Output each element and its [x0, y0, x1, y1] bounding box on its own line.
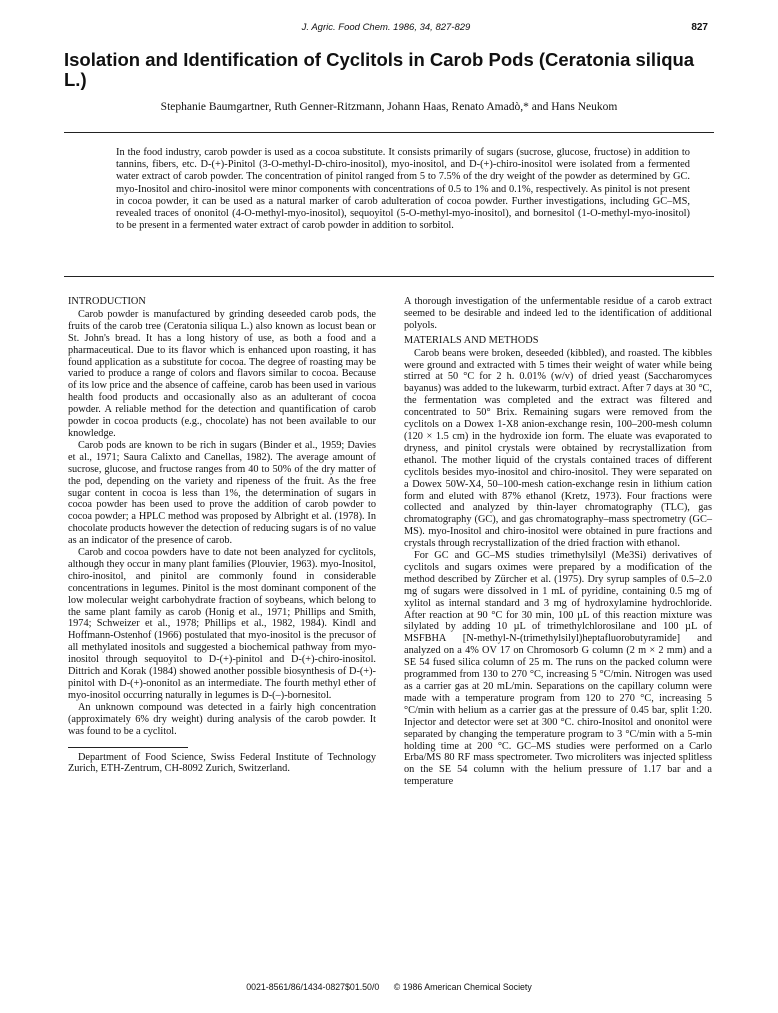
- abstract-text: In the food industry, carob powder is used as a cocoa substitute. It consists primarily of sugars (sucrose, glucose, fructose) in addition to tannins, fibers, etc. D-(+)-Pinitol (3-O-methyl-D-chiro-inositol), myo-inositol, and D-(+)-chiro-inositol were isolated from a fermented water extract of carob powder. The concentration of pinitol ranged from 5 to 7.5% of the dry weight of the powder as determined by GC. myo-Inositol and chiro-inositol were minor components with concentrations of 0.5 to 1% and 0.1%, respectively. As pinitol is not present in cocoa powder, it can be used as a natural marker of carob adulteration of cocoa powder. Further investigations, including GC–MS, revealed traces of ononitol (4-O-methyl-myo-inositol), sequoyitol (5-O-methyl-myo-inositol), and bornesitol (1-O-methyl-myo-inositol) to be present in a fermented water extract of carob powder in addition to sorbitol.: [116, 147, 690, 232]
- methods-paragraph-1: Carob beans were broken, deseeded (kibbled), and roasted. The kibbles were ground and extracted with 5 times their weight of water while being stirred at 50 °C for 2 h. 0.01% (w/v) of dried yeast (Saccharomyces bayanus) was added to the lukewarm, turbid extract. After 7 days at 30 °C, the fermentation was completed and the extract was filtered and concentrated to 50° Brix. Remaining sugars were removed from the cyclitols on a Dowex 1-X8 anion-exchange resin, 100–200-mesh column (120 × 1.5 cm) in the hydroxide ion form. The eluate was evaporated to dryness, and pinitol crystals were obtained by recrystallization from ethanol. The mother liquid of the crystals contained traces of different cyclitols besides myo-inositol and chiro-inositol. They were separated on a Dowex 50W-X4, 50–100-mesh cation-exchange resin in lithium cation form and eluted with 87% ethanol (Kretz, 1973). Four fractions were collected and analyzed by thin-layer chromatography (TLC), gas chromatography (GC), and gas chromatography–mass spectrometry (GC–MS). myo-Inositol and chiro-inositol were obtained in pure fractions and crystals through recrystallization of the dried fraction with ethanol.: [404, 347, 712, 550]
- top-rule: [64, 132, 714, 133]
- journal-header: [64, 22, 708, 36]
- intro-paragraph-2: Carob pods are known to be rich in sugars (Binder et al., 1959; Davies et al., 1971; Saura Calixto and Canellas, 1982). The average amount of sucrose, glucose, and fructose ranges from 40 to 50% of the dry matter of the pod, depending on the variety and ripeness of the fruit. As the free sugar content in cocoa is less than 1%, the determination of sugars in cocoa powder has been used to prove the addition of carob powder to cocoa powder; a HPLC method was proposed by Albright et al. (1978). In chocolate products however the detection of reducing sugars is of no value as an indicator of the presence of carob.: [68, 439, 376, 547]
- article-code: 0021-8561/86/1434-0827$01.50/0: [246, 982, 380, 992]
- intro-paragraph-4: An unknown compound was detected in a fairly high concentration (approximately 6% dry weight) during analysis of the carob powder. It was found to be a cyclitol.: [68, 701, 376, 737]
- intro-paragraph-3: Carob and cocoa powders have to date not been analyzed for cyclitols, although they occur in many plant families (Plouvier, 1963). myo-Inositol, chiro-inositol, and pinitol are commonly found in considerable concentrations in legumes. Pinitol is the most dominant component of the low molecular weight carbohydrate fraction of soybeans, which belong to the same plant family as carob (Honig et al., 1971; Phillips and Smith, 1974; Schweizer et al., 1978; Phillips et al., 1982, 1984). Kindl and Hoffmann-Ostenhof (1966) postulated that myo-inositol is the precusor of all methylated inositols and suggested a biochemical pathway from myo-inositol through sequoyitol to D-(+)-pinitol and D-(+)-chiro-inositol. Dittrich and Korak (1984) showed another possible biosynthesis of D-(+)-pinitol with D-(+)-ononitol as an intermediate. The fourth methyl ether of myo-inositol occurring naturally in legumes is D-(–)-bornesitol.: [68, 547, 376, 701]
- author-list: Stephanie Baumgartner, Ruth Genner-Ritzmann, Johann Haas, Renato Amadò,* and Hans Neukom: [160, 101, 618, 113]
- right-column: [404, 296, 712, 788]
- footnote-rule: [68, 747, 188, 748]
- page-footer: [64, 982, 714, 992]
- section-heading-methods: MATERIALS AND METHODS: [404, 334, 539, 346]
- article-title: Isolation and Identification of Cyclitols in Carob Pods (Ceratonia siliqua L.): [64, 49, 695, 90]
- left-column: [68, 296, 376, 775]
- copyright-notice: © 1986 American Chemical Society: [393, 982, 532, 992]
- author-affiliation: Department of Food Science, Swiss Federal Institute of Technology Zurich, ETH-Zentrum, CH-8092 Zurich, Switzerland.: [68, 751, 376, 775]
- abstract-bottom-rule: [64, 276, 714, 277]
- intro-paragraph-1: Carob powder is manufactured by grinding deseeded carob pods, the fruits of the carob tree (Ceratonia siliqua L.) also known as locust bean or St. John's bread. It has a long history of use, as both a food and a pharmaceutical. Due to its flavor which is enhanced upon roasting, it has found application as a substitute for cocoa. The degree of roasting may be varied to produce a range of colors and flavors similar to cocoa. Because of its low price and the absence of caffeine, carob has been used in various health food products and occasionally also as an adulterant of cocoa powder. A reliable method for the detection and quantification of carob powder in cocoa products (e.g., chocolate) has not been available to our knowledge.: [68, 308, 376, 439]
- section-heading-introduction: INTRODUCTION: [68, 296, 146, 307]
- abstract: [116, 147, 690, 232]
- journal-citation: J. Agric. Food Chem. 1986, 34, 827-829: [301, 22, 471, 33]
- page-number: 827: [691, 22, 708, 33]
- right-intro-paragraph: A thorough investigation of the unfermentable residue of a carob extract seemed to be desirable and indeed led to the identification of additional polyols.: [404, 296, 712, 331]
- methods-paragraph-2: For GC and GC–MS studies trimethylsilyl (Me3Si) derivatives of cyclitols and sugars oximes were prepared by a modification of the method described by Zürcher et al. (1975). Dry syrup samples of 0.5–2.0 mg of sugars were dissolved in 1 mL of pyridine, containing 0.5 mg of xylitol as internal standard and 3 mg of hydroxylamine hydrochloride. After reaction at 90 °C for 30 min, 100 µL of this reaction mixture was silylated by adding 10 µL of trimethylchlorosilane and 100 µL of MSFBHA [N-methyl-N-(trimethylsilyl)heptafluorobutyramide] and analyzed on a 4% OV 17 on Chromosorb G column (2 m × 2 mm) and a SE 54 fused silica column of 25 m. The runs on the packed column were programmed from 130 to 270 °C, increasing 5 °C/min. Nitrogen was used as a carrier gas at 20 mL/min. Separations on the capillary column were made with a temperature program from 120 to 270 °C, increasing 5 °C/min with helium as a carrier gas at the pressure of 0.45 bar, split 1:20. Injector and detector were set at 300 °C. chiro-Inositol and ononitol were separated by changing the temperature program to 3 °C/min with a 5-min holding time at 200 °C. GC–MS studies were performed on a Carlo Erba/MS 80 RF mass spectrometer. Two microliters was injected splitless on the SE 54 column with the helium pressure of 1.17 bar and a temperature: [404, 550, 712, 788]
